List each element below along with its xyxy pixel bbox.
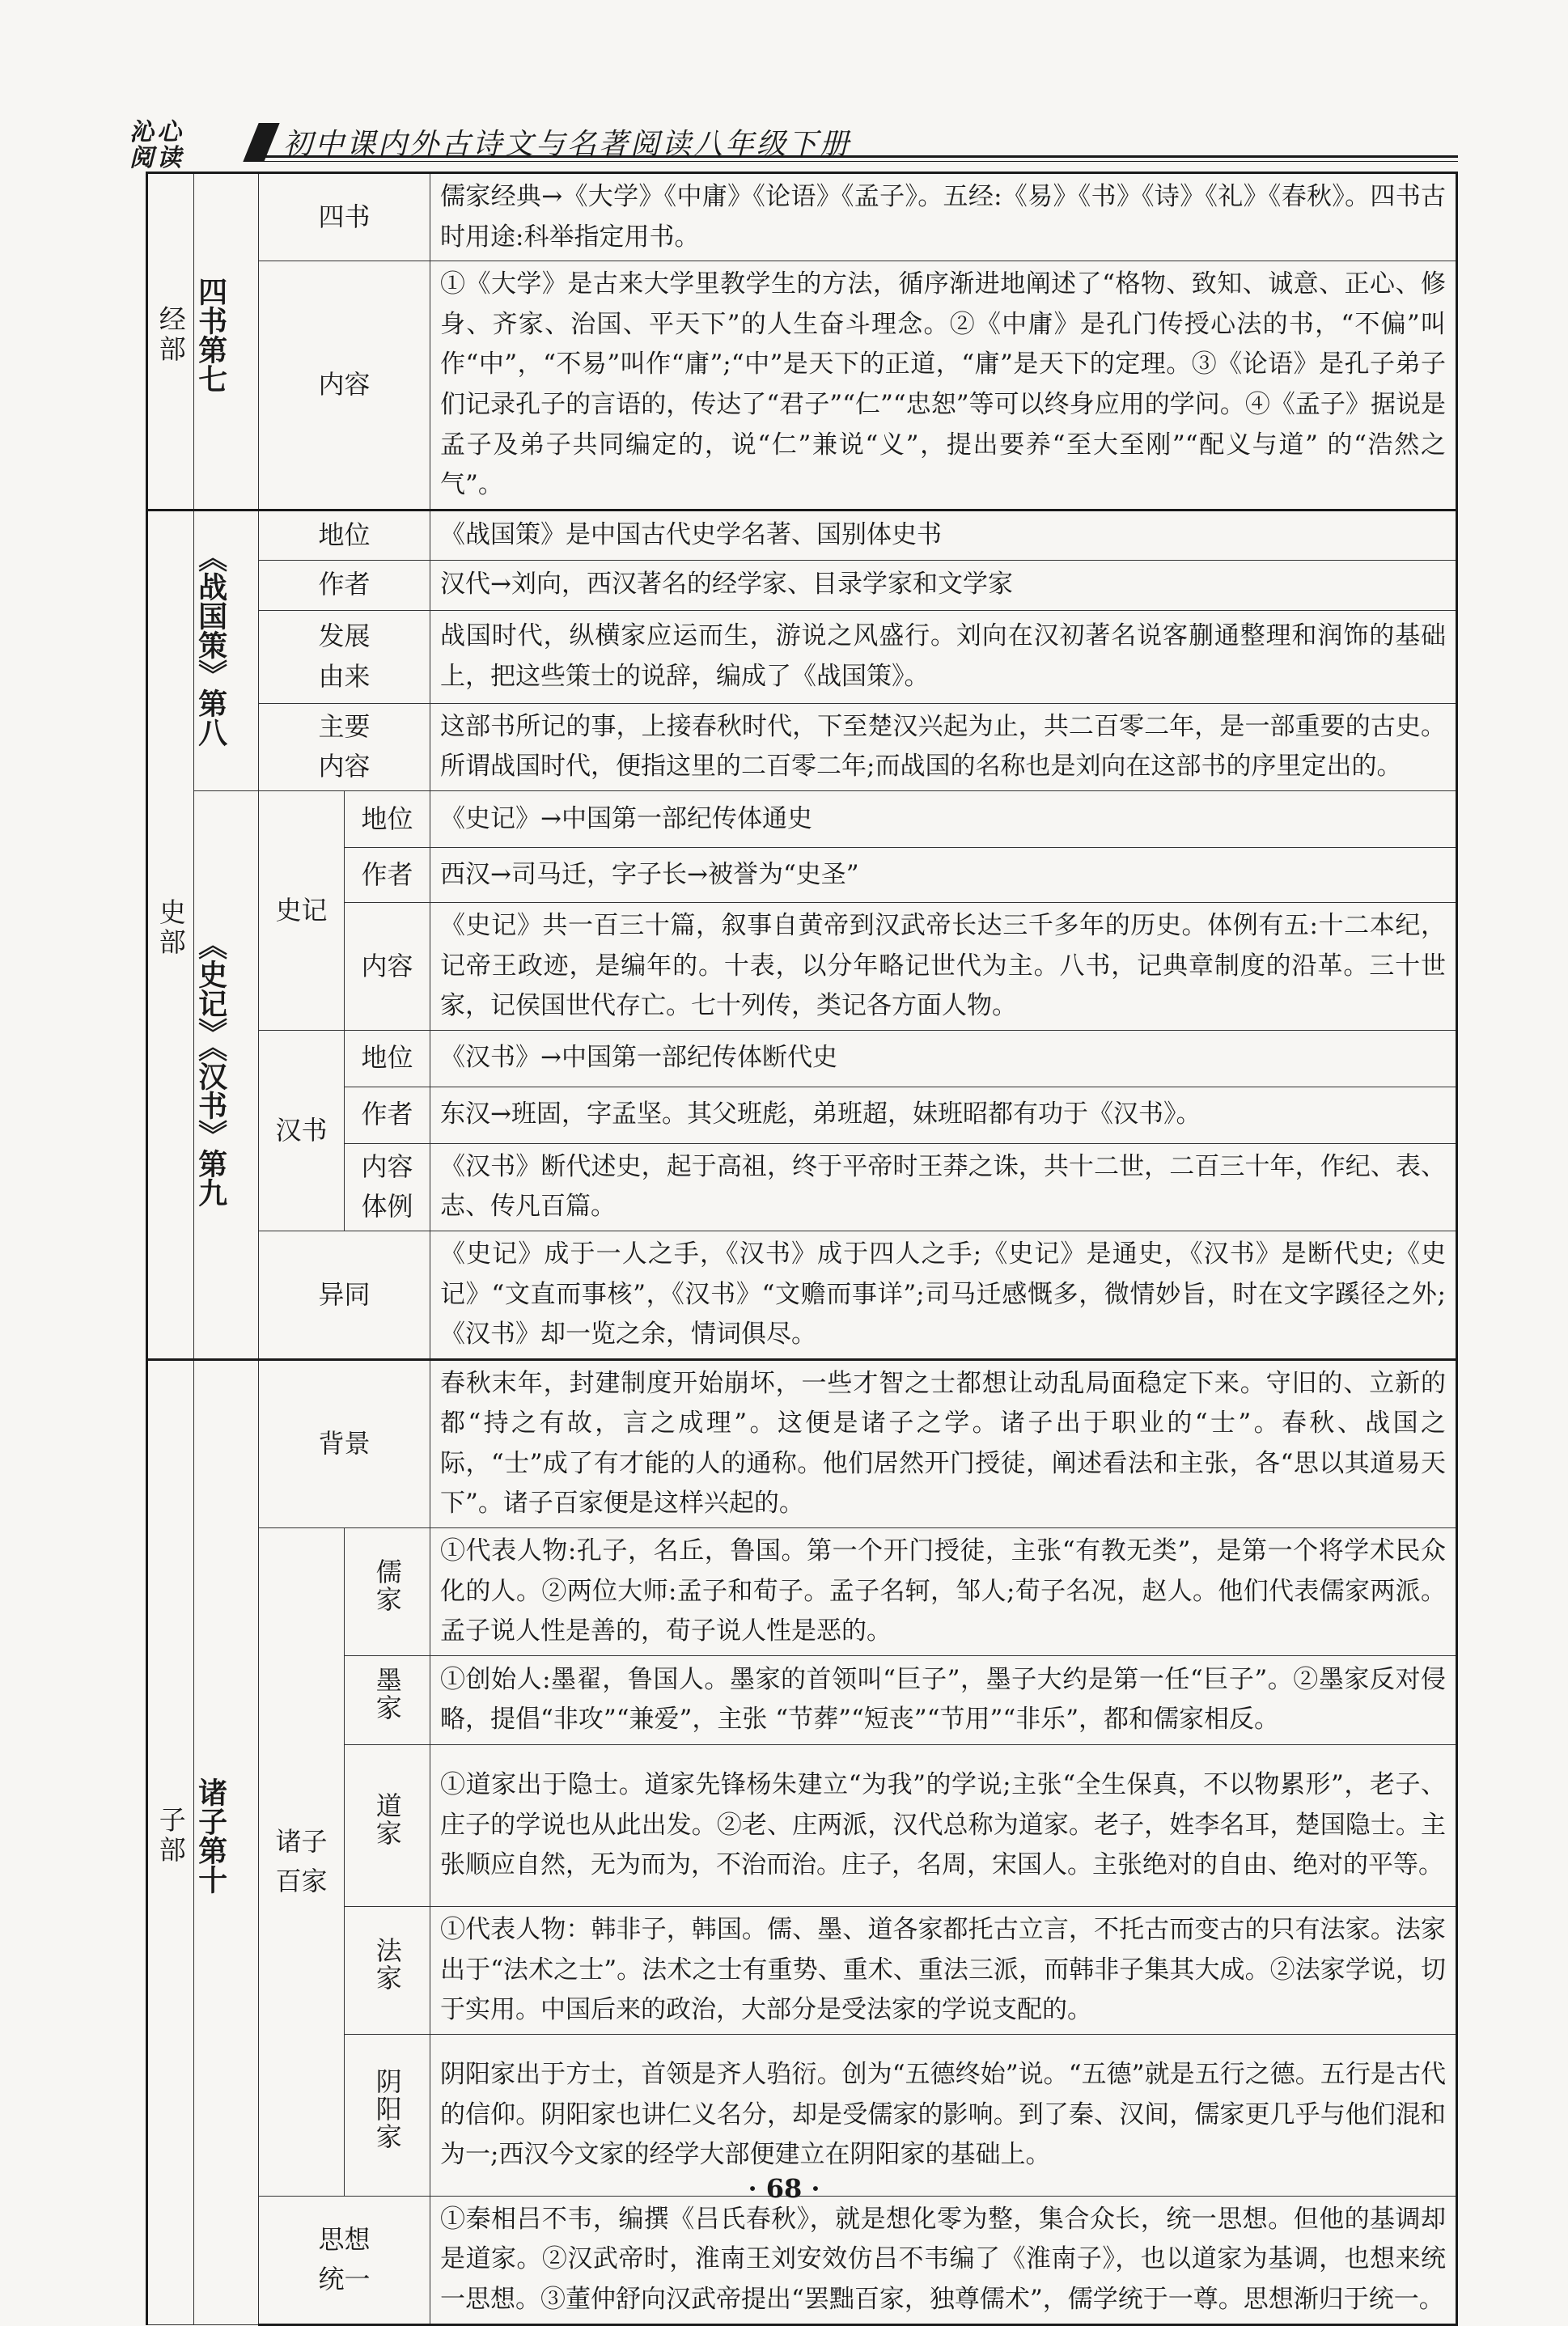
chapter-10-title: 诸子第十 bbox=[194, 1359, 259, 2324]
ch8-youlai-text: 战国时代，纵横家应运而生，游说之风盛行。刘向在汉初著名说客蒯通整理和润饰的基础上，把这些策士的说辞，编成了《战国策》。 bbox=[430, 610, 1457, 703]
chapter-7-title: 四书第七 bbox=[194, 173, 259, 511]
logo-top: 沁心 bbox=[129, 118, 184, 146]
hanshu-zuozhe-label: 作者 bbox=[345, 1087, 430, 1143]
rujia-text: ①代表人物:孔子，名丘，鲁国。第一个开门授徒，主张“有教无类”，是第一个将学术民众化的人。②两位大师:孟子和荀子。孟子名轲，邹人;荀子名况，赵人。他们代表儒家两派。孟子说人性是善的，荀子说人性是恶的。 bbox=[430, 1528, 1457, 1656]
daojia-label: 道家 bbox=[345, 1744, 430, 1906]
ch8-zuozhe-label: 作者 bbox=[259, 560, 430, 610]
ch7-neirong-text: ①《大学》是古来大学里教学生的方法，循序渐进地阐述了“格物、致知、诚意、正心、修身、齐家、治国、平天下”的人生奋斗理念。②《中庸》是孔门传授心法的书，“不偏”叫作“中”，“不易”叫作“庸”;“中”是天下的正道，“庸”是天下的定理。③《论语》是孔子弟子们记录孔子的言语的，传达了“君子”“仁”“忠恕”等可以终身应用的学问。④《孟子》据说是孟子及弟子共同编定的，说“仁”兼说“义”，提出要养“至大至刚”“配义与道” 的“浩然之气”。 bbox=[430, 261, 1457, 511]
shiji-zuozhe-label: 作者 bbox=[345, 847, 430, 902]
page-header bbox=[129, 113, 1458, 172]
hanshu-label: 汉书 bbox=[259, 1030, 345, 1231]
hanshu-diwei-text: 《汉书》→中国第一部纪传体断代史 bbox=[430, 1030, 1457, 1087]
ch8-neirong-text: 这部书所记的事，上接春秋时代，下至楚汉兴起为止，共二百零二年，是一部重要的古史。所谓战国时代，便指这里的二百零二年;而战国的名称也是刘向在这部书的序里定出的。 bbox=[430, 703, 1457, 790]
book-title: 初中课内外古诗文与名著阅读八年级下册 bbox=[283, 128, 852, 161]
hanshu-diwei-label: 地位 bbox=[345, 1030, 430, 1087]
logo-bottom: 阅读 bbox=[129, 144, 184, 172]
header-rule bbox=[256, 155, 1458, 158]
mojia-text: ①创始人:墨翟，鲁国人。墨家的首领叫“巨子”，墨子大约是第一任“巨子”。②墨家反对侵略，提倡“非攻”“兼爱”，主张 “节葬”“短丧”“节用”“非乐”，都和儒家相反。 bbox=[430, 1655, 1457, 1744]
content-table bbox=[146, 172, 1458, 2326]
shiji-neirong-text: 《史记》共一百三十篇，叙事自黄帝到汉武帝长达三千多年的历史。体例有五:十二本纪，记帝王政迹，是编年的。十表，以分年略记世代为主。八书，记典章制度的沿革。三十世家，记侯国世代存亡。七十列传，类记各方面人物。 bbox=[430, 902, 1457, 1030]
yitong-text: 《史记》成于一人之手，《汉书》成于四人之手;《史记》是通史，《汉书》是断代史;《史记》“文直而事核”，《汉书》“文赡而事详”;司马迁感慨多，微情妙旨，时在文字蹊径之外;《汉书》却一览之余，情词俱尽。 bbox=[430, 1231, 1457, 1359]
yitong-label: 异同 bbox=[259, 1231, 430, 1359]
shiji-zuozhe-text: 西汉→司马迁，字子长→被誉为“史圣” bbox=[430, 847, 1457, 902]
hanshu-tili-text: 《汉书》断代述史，起于高祖，终于平帝时王莽之诛，共十二世，二百三十年，作纪、表、志、传凡百篇。 bbox=[430, 1143, 1457, 1231]
page-number: · 68 · bbox=[748, 2173, 820, 2204]
tongyi-label: 思想统一 bbox=[259, 2196, 430, 2324]
ch8-diwei-text: 《战国策》是中国古代史学名著、国别体史书 bbox=[430, 510, 1457, 560]
daojia-text: ①道家出于隐士。道家先锋杨朱建立“为我”的学说;主张“全生保真，不以物累形”，老子、庄子的学说也从此出发。②老、庄两派，汉代总称为道家。老子，姓李名耳，楚国隐士。主张顺应自然，无为而为，不治而治。庄子，名周，宋国人。主张绝对的自由、绝对的平等。 bbox=[430, 1744, 1457, 1906]
baijia-label: 诸子百家 bbox=[259, 1528, 345, 2197]
ch8-diwei-label: 地位 bbox=[259, 510, 430, 560]
shiji-diwei-text: 《史记》→中国第一部纪传体通史 bbox=[430, 790, 1457, 847]
section-zibu: 子部 bbox=[147, 1359, 194, 2324]
fajia-text: ①代表人物：韩非子，韩国。儒、墨、道各家都托古立言，不托古而变古的只有法家。法家出于“法术之士”。法术之士有重势、重术、重法三派，而韩非子集其大成。②法家学说，切于实用。中国后来的政治，大部分是受法家的学说支配的。 bbox=[430, 1906, 1457, 2034]
yinyangjia-text: 阴阳家出于方士，首领是齐人驺衍。创为“五德终始”说。“五德”就是五行之德。五行是古代的信仰。阴阳家也讲仁义名分，却是受儒家的影响。到了秦、汉间，儒家更几乎与他们混和为一;西汉今文家的经学大部便建立在阴阳家的基础上。 bbox=[430, 2034, 1457, 2196]
yinyangjia-label: 阴阳家 bbox=[345, 2034, 430, 2196]
shiji-label: 史记 bbox=[259, 790, 345, 1030]
hanshu-zuozhe-text: 东汉→班固，字孟坚。其父班彪，弟班超，妹班昭都有功于《汉书》。 bbox=[430, 1087, 1457, 1143]
chapter-9-title: 《史记》《汉书》第九 bbox=[194, 790, 259, 1359]
section-shibu: 史部 bbox=[147, 510, 194, 1359]
fajia-label: 法家 bbox=[345, 1906, 430, 2034]
beijing-label: 背景 bbox=[259, 1359, 430, 1527]
tongyi-text: ①秦相吕不韦，编撰《吕氏春秋》，就是想化零为整，集合众长，统一思想。但他的基调却是道家。②汉武帝时，淮南王刘安效仿吕不韦编了《淮南子》，也以道家为基调，也想来统一思想。③董仲舒向汉武帝提出“罢黜百家，独尊儒术”，儒学统于一尊。思想渐归于统一。 bbox=[430, 2196, 1457, 2324]
ch8-youlai-label: 发展由来 bbox=[259, 610, 430, 703]
section-jingbu: 经部 bbox=[147, 173, 194, 511]
shiji-diwei-label: 地位 bbox=[345, 790, 430, 847]
mojia-label: 墨家 bbox=[345, 1655, 430, 1744]
ch7-neirong-label: 内容 bbox=[259, 261, 430, 511]
ch8-zuozhe-text: 汉代→刘向，西汉著名的经学家、目录学家和文学家 bbox=[430, 560, 1457, 610]
ch7-sishu-text: 儒家经典→《大学》《中庸》《论语》《孟子》。五经:《易》《书》《诗》《礼》《春秋》。四书古时用途:科举指定用书。 bbox=[430, 173, 1457, 261]
ch7-sishu-label: 四书 bbox=[259, 173, 430, 261]
rujia-label: 儒家 bbox=[345, 1528, 430, 1656]
chapter-8-title: 《战国策》第八 bbox=[194, 510, 259, 790]
beijing-text: 春秋末年，封建制度开始崩坏，一些才智之士都想让动乱局面稳定下来。守旧的、立新的都“持之有故，言之成理”。这便是诸子之学。诸子出于职业的“士”。春秋、战国之际，“士”成了有才能的人的通称。他们居然开门授徒，阐述看法和主张，各“思以其道易天下”。诸子百家便是这样兴起的。 bbox=[430, 1359, 1457, 1527]
header-rule-thin bbox=[251, 161, 1458, 162]
hanshu-tili-label: 内容体例 bbox=[345, 1143, 430, 1231]
shiji-neirong-label: 内容 bbox=[345, 902, 430, 1030]
ch8-neirong-label: 主要内容 bbox=[259, 703, 430, 790]
